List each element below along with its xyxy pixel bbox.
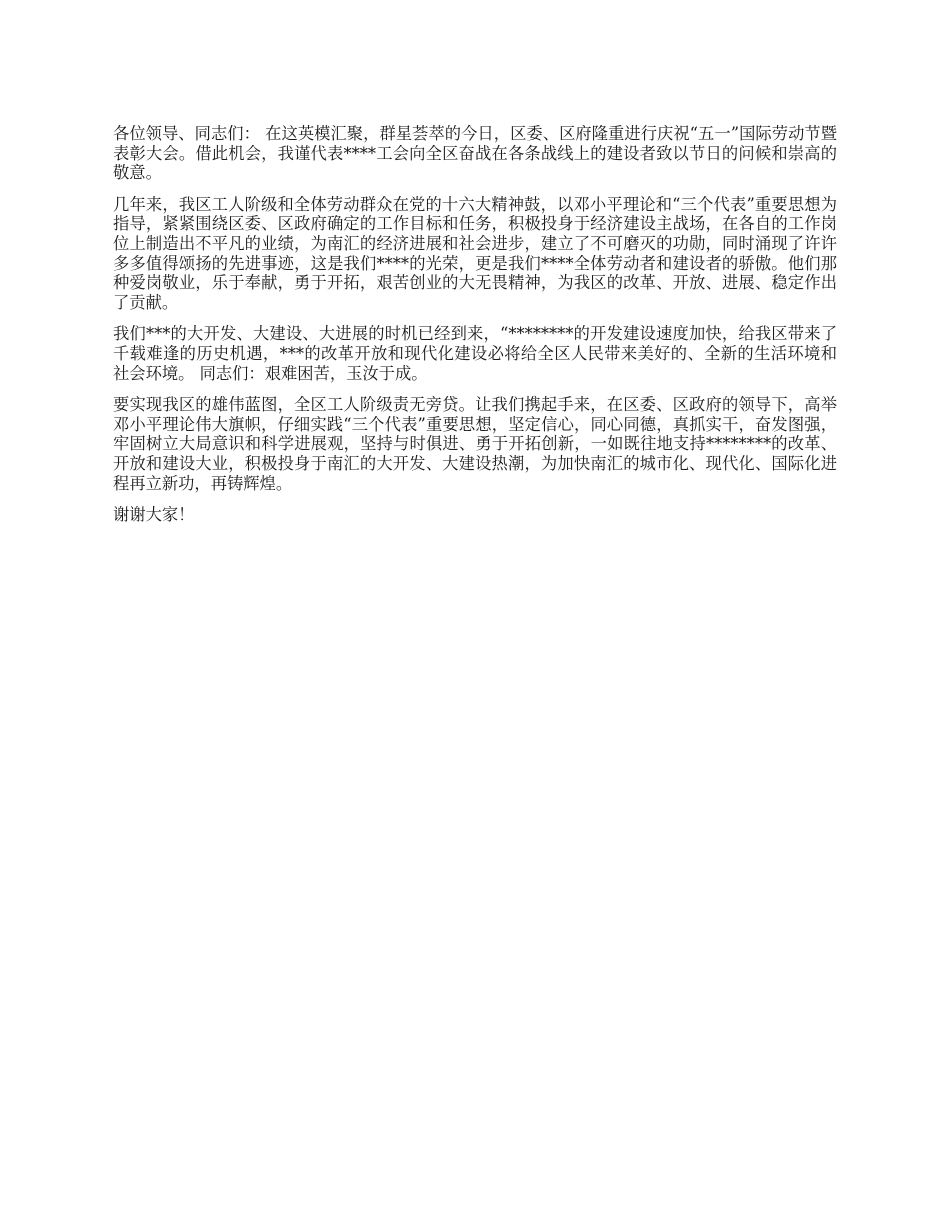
paragraph-achievements: 几年来，我区工人阶级和全体劳动群众在党的十六大精神鼓，以邓小平理论和“三个代表”重要思想为指导，紧紧围绕区委、区政府确定的工作目标和任务，积极投身于经济建设主战场，在各自的工作岗位上制造出不平凡的业绩，为南汇的经济进展和社会进步，建立了不可磨灭的功勋，同时涌现了许许多多值得颂扬的先进事迹，这是我们****的光荣，更是我们****全体劳动者和建设者的骄傲。他们那种爱岗敬业，乐于奉献，勇于开拓，艰苦创业的大无畏精神，为我区的改革、开放、进展、稳定作出了贡献。 (113, 194, 837, 312)
document-body (113, 124, 837, 537)
paragraph-greeting: 各位领导、同志们： 在这英模汇聚，群星荟萃的今日，区委、区府隆重进行庆祝“五一”国际劳动节暨表彰大会。借此机会，我谨代表****工会向全区奋战在各条战线上的建设者致以节日的问候和崇高的敬意。 (113, 124, 837, 183)
paragraph-closing: 谢谢大家！ (113, 505, 195, 525)
paragraph-opportunity: 我们***的大开发、大建设、大进展的时机已经到来，“********的开发建设速度加快，给我区带来了千载难逢的历史机遇，***的改革开放和现代化建设必将给全区人民带来美好的、全新的生活环境和社会环境。 同志们：艰难困苦，玉汝于成。 (113, 324, 837, 383)
paragraph-call-to-action: 要实现我区的雄伟蓝图，全区工人阶级责无旁贷。让我们携起手来，在区委、区政府的领导下，高举邓小平理论伟大旗帜，仔细实践“三个代表”重要思想，坚定信心，同心同德，真抓实干，奋发图强，牢固树立大局意识和科学进展观，坚持与时俱进、勇于开拓创新，一如既往地支持********的改革、开放和建设大业，积极投身于南汇的大开发、大建设热潮，为加快南汇的城市化、现代化、国际化进程再立新功，再铸辉煌。 (113, 395, 837, 493)
